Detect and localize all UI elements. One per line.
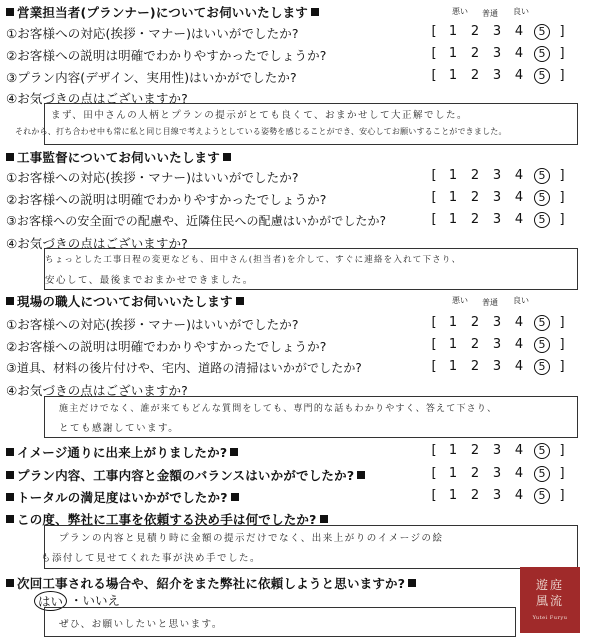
rating-selected: 5 — [534, 24, 550, 40]
scale-header-bad: 悪い — [452, 296, 468, 305]
square-bullet-icon — [230, 448, 238, 456]
square-bullet-icon — [311, 8, 319, 16]
scale-header-good: 良い — [513, 7, 529, 16]
section-craftsmen-title: 現場の職人についてお伺いいたします — [6, 292, 244, 310]
square-bullet-icon — [6, 515, 14, 523]
scale-header-normal: 普通 — [482, 298, 498, 307]
supervisor-comment-box[interactable] — [44, 248, 578, 290]
rating-selected: 5 — [534, 168, 550, 184]
rating-selected: 5 — [534, 359, 550, 375]
supervisor-q1: ①お客様への対応(挨拶・マナー)はいいがでしたか? — [6, 170, 299, 185]
rating-scale[interactable]: [ 1 2 3 4 5 ] — [431, 212, 565, 227]
rating-selected: 5 — [534, 190, 550, 206]
rating-scale[interactable]: [ 1 2 3 4 5 ] — [431, 168, 565, 183]
craftsmen-comment-box[interactable] — [44, 396, 578, 438]
square-bullet-icon — [6, 8, 14, 16]
section-next-title: 次回工事される場合や、紹介をまた弊社に依頼しようと思いますか? — [6, 574, 416, 592]
rating-selected: 5 — [534, 46, 550, 62]
rating-scale[interactable]: [ 1 2 3 4 5 ] — [431, 46, 565, 61]
craftsmen-q4: ④お気づきの点はございますか? — [6, 383, 188, 398]
section-sales-title: 営業担当者(プランナー)についてお伺いいたします — [6, 3, 319, 21]
deciding-comment-box[interactable] — [41, 525, 578, 569]
square-bullet-icon — [6, 579, 14, 587]
scale-header-good: 良い — [513, 296, 529, 305]
rating-scale[interactable]: [ 1 2 3 4 5 ] — [431, 24, 565, 39]
rating-scale[interactable]: [ 1 2 3 4 5 ] — [431, 68, 565, 83]
rating-selected: 5 — [534, 466, 550, 482]
company-logo-stamp: 遊庭 風流 Yutei Furyu — [520, 567, 580, 633]
section-supervisor-title: 工事監督についてお伺いいたします — [6, 148, 231, 166]
next-yes-circled[interactable]: はい — [34, 591, 67, 611]
supervisor-comment-line2: 安心して、最後までおまかせできました。 — [45, 275, 254, 286]
rating-scale[interactable]: [ 1 2 3 4 5 ] — [431, 337, 565, 352]
section-deciding-title: この度、弊社に工事を依頼する決め手は何でしたか? — [6, 510, 328, 528]
next-no[interactable]: いいえ — [82, 593, 121, 608]
square-bullet-icon — [231, 493, 239, 501]
square-bullet-icon — [6, 297, 14, 305]
sales-comment-line2: それから、打ち合わせ中も常に私と同じ目線で考えようとしている姿勢を感じることができ、安心してお願いすることができました。 — [15, 127, 507, 136]
next-comment-box[interactable] — [44, 607, 516, 637]
overall-q3: トータルの満足度はいかがでしたか? — [6, 488, 239, 506]
rating-scale[interactable]: [ 1 2 3 4 5 ] — [431, 359, 565, 374]
craftsmen-comment-line1: 施主だけでなく、誰が来てもどんな質問をしても、専門的な話もわかりやすく、答えて下さり、 — [59, 404, 498, 414]
supervisor-q4: ④お気づきの点はございますか? — [6, 236, 188, 251]
rating-selected: 5 — [534, 488, 550, 504]
rating-selected: 5 — [534, 68, 550, 84]
rating-selected: 5 — [534, 315, 550, 331]
rating-scale[interactable]: [ 1 2 3 4 5 ] — [431, 466, 565, 481]
square-bullet-icon — [6, 471, 14, 479]
square-bullet-icon — [6, 448, 14, 456]
next-comment: ぜひ、お願いしたいと思います。 — [59, 619, 223, 630]
supervisor-q2: ②お客様への説明は明確でわかりやすかったでしょうか? — [6, 192, 327, 207]
rating-selected: 5 — [534, 443, 550, 459]
overall-q2: プラン内容、工事内容と金額のバランスはいかがでしたか? — [6, 466, 365, 484]
square-bullet-icon — [6, 153, 14, 161]
square-bullet-icon — [357, 471, 365, 479]
craftsmen-q3: ③道具、材料の後片付けや、宅内、道路の清掃はいかがでしたか? — [6, 361, 362, 375]
rating-scale[interactable]: [ 1 2 3 4 5 ] — [431, 190, 565, 205]
next-answer-options[interactable]: はい ・いいえ — [34, 591, 120, 609]
supervisor-q3: ③お客様への安全面での配慮や、近隣住民への配慮はいかがでしたか? — [6, 214, 387, 228]
sales-q1: ①お客様への対応(挨拶・マナー)はいいがでしたか? — [6, 26, 299, 41]
craftsmen-q1: ①お客様への対応(挨拶・マナー)はいいがでしたか? — [6, 317, 299, 332]
craftsmen-comment-line2: とても感謝しています。 — [59, 423, 180, 434]
rating-scale[interactable]: [ 1 2 3 4 5 ] — [431, 488, 565, 503]
rating-scale[interactable]: [ 1 2 3 4 5 ] — [431, 443, 565, 458]
sales-q2: ②お客様への説明は明確でわかりやすかったでしょうか? — [6, 48, 327, 63]
supervisor-comment-line1: ちょっとした工事日程の変更なども、田中さん(担当者)を介して、すぐに連絡を入れて下さり、 — [45, 255, 462, 265]
sales-q3: ③プラン内容(デザイン、実用性)はいかがでしたか? — [6, 70, 297, 85]
deciding-comment-line1: プランの内容と見積り時に金額の提示だけでなく、出来上がりのイメージの絵 — [59, 533, 444, 544]
overall-q1: イメージ通りに出来上がりましたか? — [6, 443, 238, 461]
square-bullet-icon — [223, 153, 231, 161]
deciding-comment-line2: も添付して見せてくれた事が決め手でした。 — [41, 553, 262, 564]
square-bullet-icon — [320, 515, 328, 523]
sales-comment-line1: まず、田中さんの人柄とプランの提示がとても良くて、おまかせして大正解でした。 — [51, 110, 469, 121]
scale-header-normal: 普通 — [482, 9, 498, 18]
rating-scale[interactable]: [ 1 2 3 4 5 ] — [431, 315, 565, 330]
square-bullet-icon — [408, 579, 416, 587]
scale-header-bad: 悪い — [452, 7, 468, 16]
square-bullet-icon — [6, 493, 14, 501]
sales-comment-box[interactable] — [15, 103, 578, 145]
square-bullet-icon — [236, 297, 244, 305]
rating-selected: 5 — [534, 337, 550, 353]
sales-q4: ④お気づきの点はございますか? — [6, 91, 188, 106]
rating-selected: 5 — [534, 212, 550, 228]
craftsmen-q2: ②お客様への説明は明確でわかりやすかったでしょうか? — [6, 339, 327, 354]
